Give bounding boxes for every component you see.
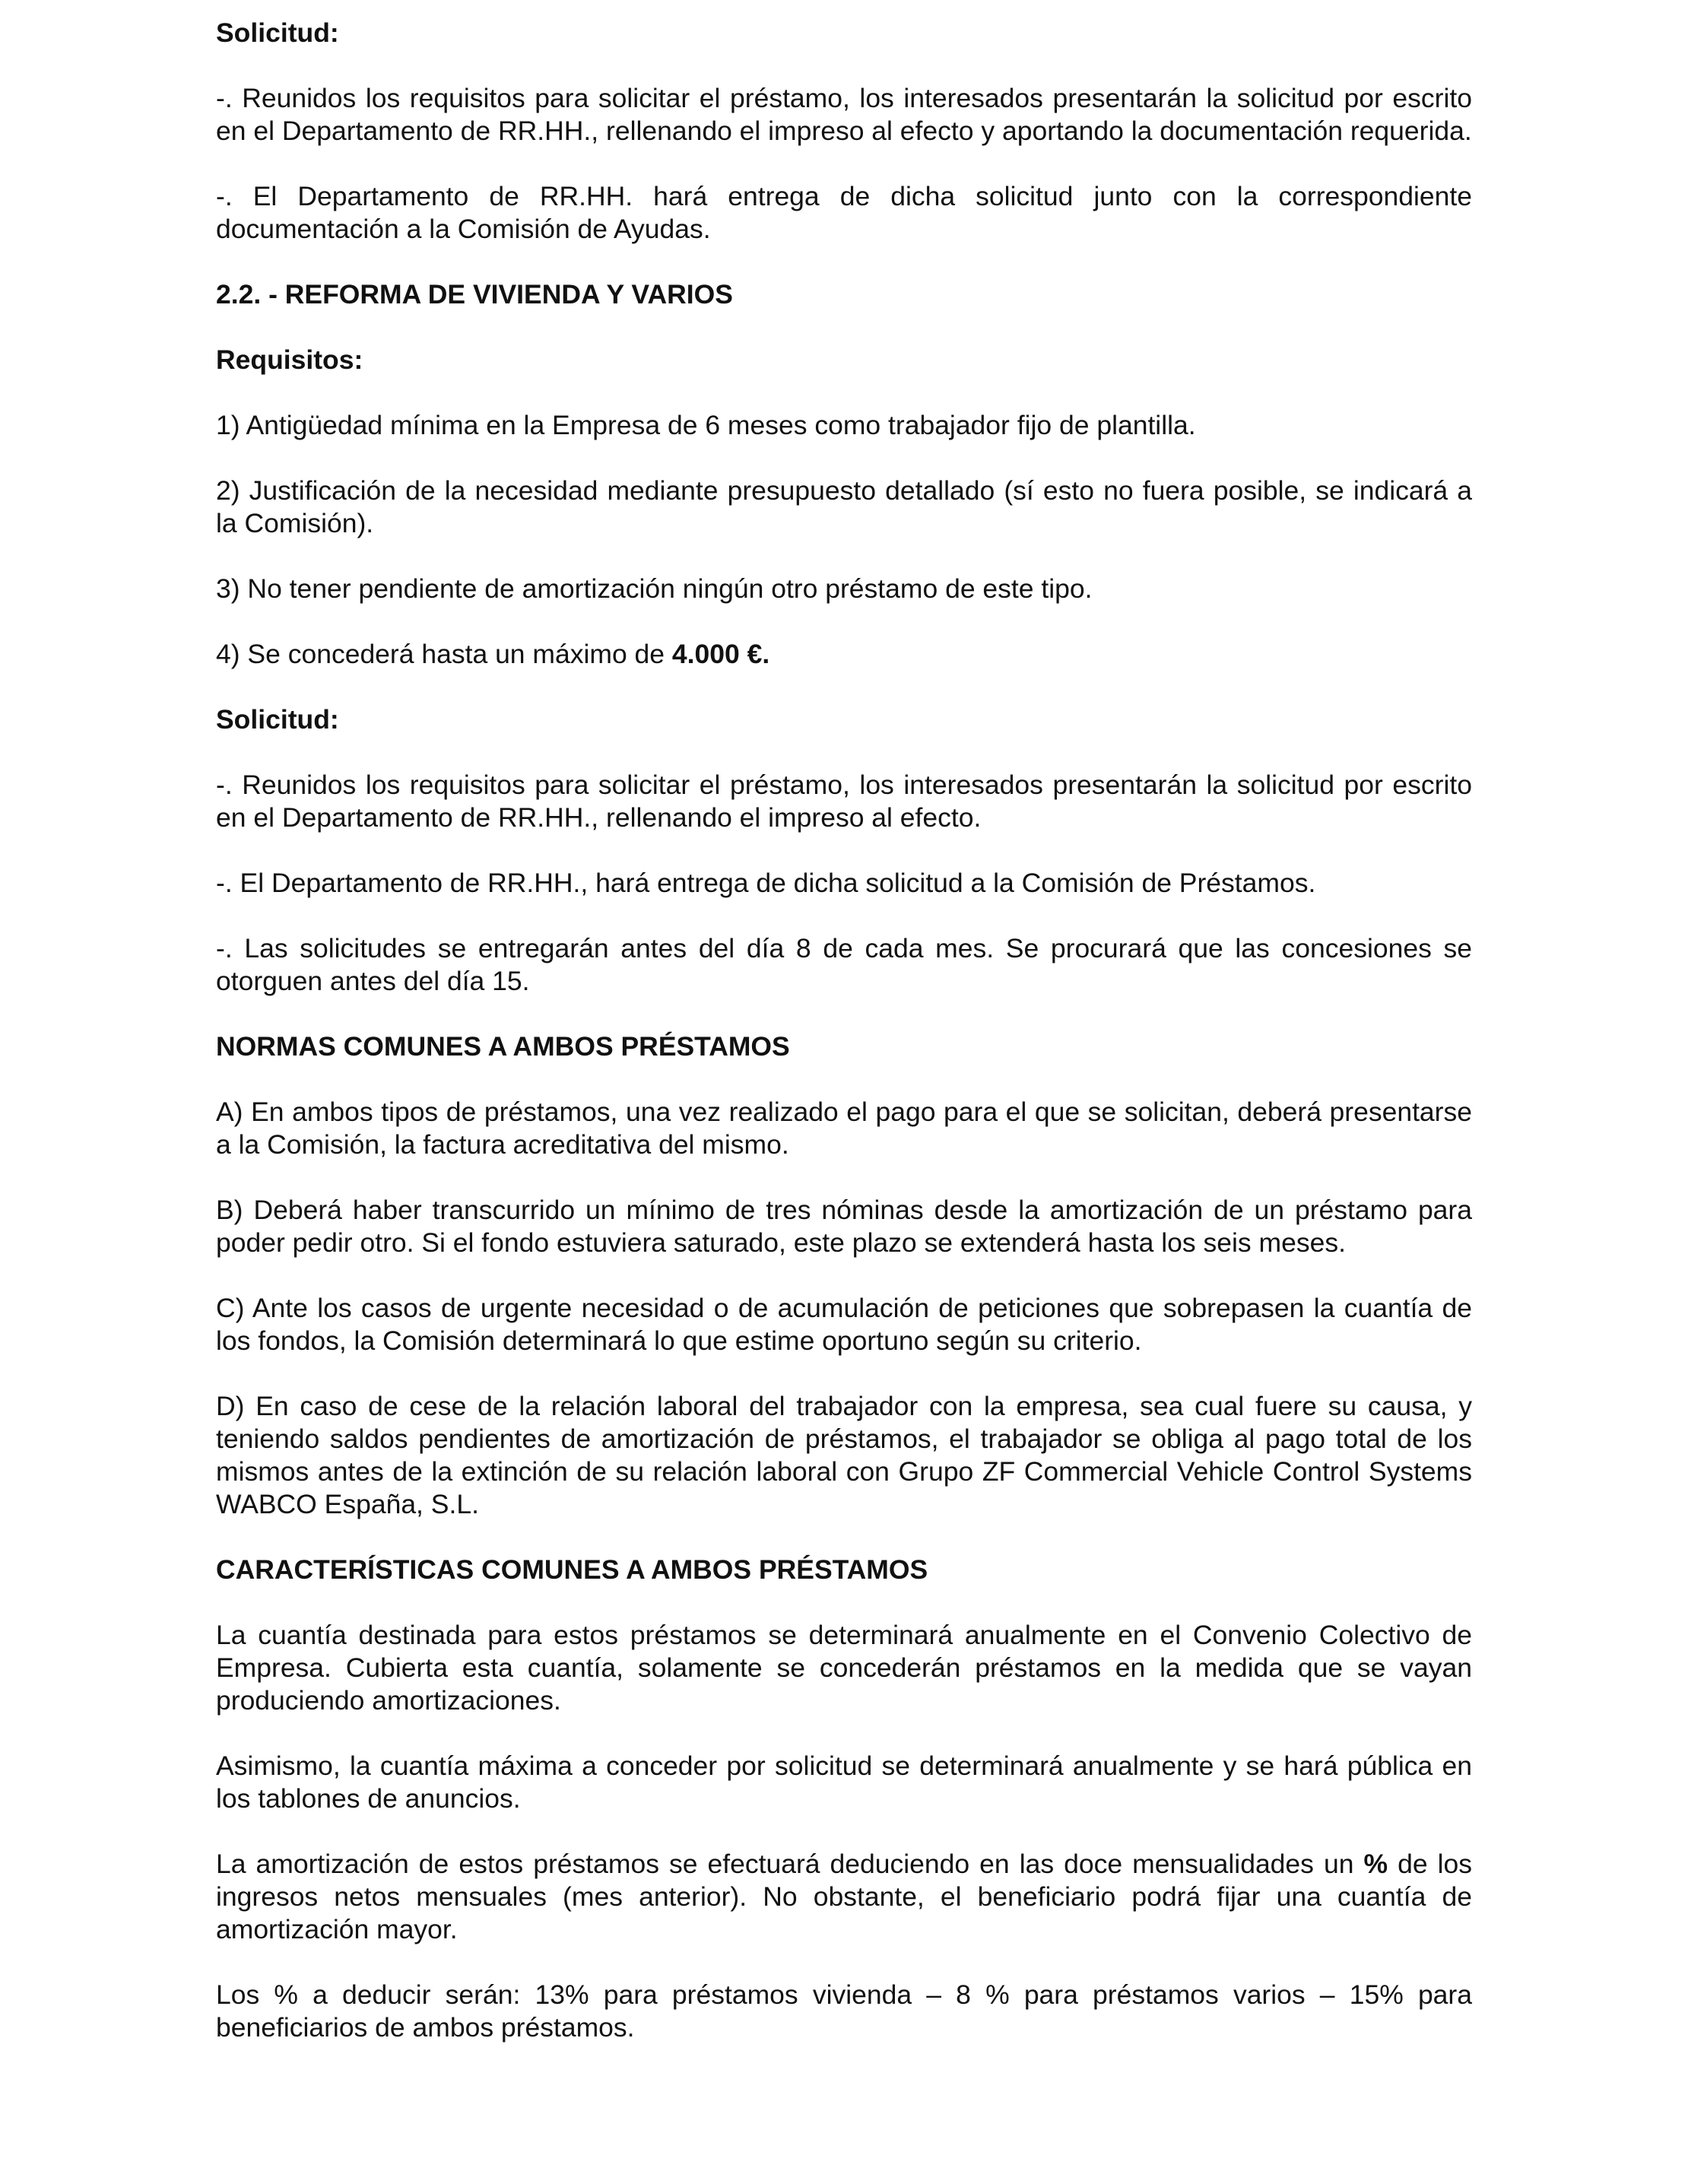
caracteristica-2: Asimismo, la cuantía máxima a conceder por solicitud se determinará anualmente y se hará pública en los tablones de anuncios. (216, 1751, 1472, 1814)
norma-a: A) En ambos tipos de préstamos, una vez realizado el pago para el que se solicitan, deberá presentarse a la Comisión, la factura acreditativa del mismo. (216, 1097, 1472, 1160)
requisito-4 (216, 638, 1472, 671)
section-2-2-title: 2.2. - REFORMA DE VIVIENDA Y VARIOS (216, 279, 733, 310)
solicitud-2-paragraph-1: -. Reunidos los requisitos para solicitar el préstamo, los interesados presentarán la solicitud por escrito en el Departamento de RR.HH., rellenando el impreso al efecto. (216, 770, 1472, 833)
requisito-1: 1) Antigüedad mínima en la Empresa de 6 meses como trabajador fijo de plantilla. (216, 410, 1196, 440)
solicitud-2-paragraph-3: -. Las solicitudes se entregarán antes del día 8 de cada mes. Se procurará que las concesiones se otorguen antes del día 15. (216, 933, 1472, 996)
caracteristica-3-prefix: La amortización de estos préstamos se efectuará deduciendo en las doce mensualidades un (216, 1849, 1364, 1879)
solicitud-heading: Solicitud: (216, 17, 339, 48)
solicitud-heading-2: Solicitud: (216, 704, 339, 735)
caracteristica-3 (216, 1848, 1472, 1946)
norma-b: B) Deberá haber transcurrido un mínimo de tres nóminas desde la amortización de un préstamo para poder pedir otro. Si el fondo estuviera saturado, este plazo se extenderá hasta los seis meses. (216, 1195, 1472, 1258)
requisitos-heading: Requisitos: (216, 344, 363, 375)
requisito-2: 2) Justificación de la necesidad mediante presupuesto detallado (sí esto no fuera posible, se indicará a la Comisión). (216, 475, 1472, 538)
requisito-4-text: 4) Se concederá hasta un máximo de (216, 639, 672, 669)
norma-d: D) En caso de cese de la relación laboral del trabajador con la empresa, sea cual fuere su causa, y teniendo saldos pendientes de amortización de préstamos, el trabajador se obliga al pago total de los mismos antes de la extinción de su relación laboral con Grupo ZF Commercial Vehicle Control Systems WABCO España, S.L. (216, 1391, 1472, 1519)
caracteristicas-title: CARACTERÍSTICAS COMUNES A AMBOS PRÉSTAMOS (216, 1554, 928, 1585)
caracteristica-4: Los % a deducir serán: 13% para préstamos vivienda – 8 % para préstamos varios – 15% para beneficiarios de ambos préstamos. (216, 1979, 1472, 2043)
requisito-3: 3) No tener pendiente de amortización ningún otro préstamo de este tipo. (216, 573, 1093, 604)
solicitud-paragraph-1: -. Reunidos los requisitos para solicitar el préstamo, los interesados presentarán la solicitud por escrito en el Departamento de RR.HH., rellenando el impreso al efecto y aportando la documentación requerida. (216, 83, 1472, 146)
caracteristica-3-suffix: de los ingresos netos mensuales (mes anterior). No obstante, el beneficiario podrá fijar una cuantía de amortización mayor. (216, 1849, 1472, 1944)
caracteristica-3-percent: % (1363, 1849, 1388, 1879)
document-page (216, 17, 1472, 2077)
solicitud-2-paragraph-2: -. El Departamento de RR.HH., hará entrega de dicha solicitud a la Comisión de Préstamos. (216, 868, 1316, 898)
normas-title: NORMAS COMUNES A AMBOS PRÉSTAMOS (216, 1031, 790, 1062)
norma-c: C) Ante los casos de urgente necesidad o de acumulación de peticiones que sobrepasen la cuantía de los fondos, la Comisión determinará lo que estime oportuno según su criterio. (216, 1293, 1472, 1356)
requisito-4-amount: 4.000 €. (671, 639, 770, 669)
caracteristica-1: La cuantía destinada para estos préstamos se determinará anualmente en el Convenio Colectivo de Empresa. Cubierta esta cuantía, solamente se concederán préstamos en la medida que se vayan produciendo amortizaciones. (216, 1620, 1472, 1716)
solicitud-paragraph-2: -. El Departamento de RR.HH. hará entrega de dicha solicitud junto con la correspondiente documentación a la Comisión de Ayudas. (216, 181, 1472, 244)
